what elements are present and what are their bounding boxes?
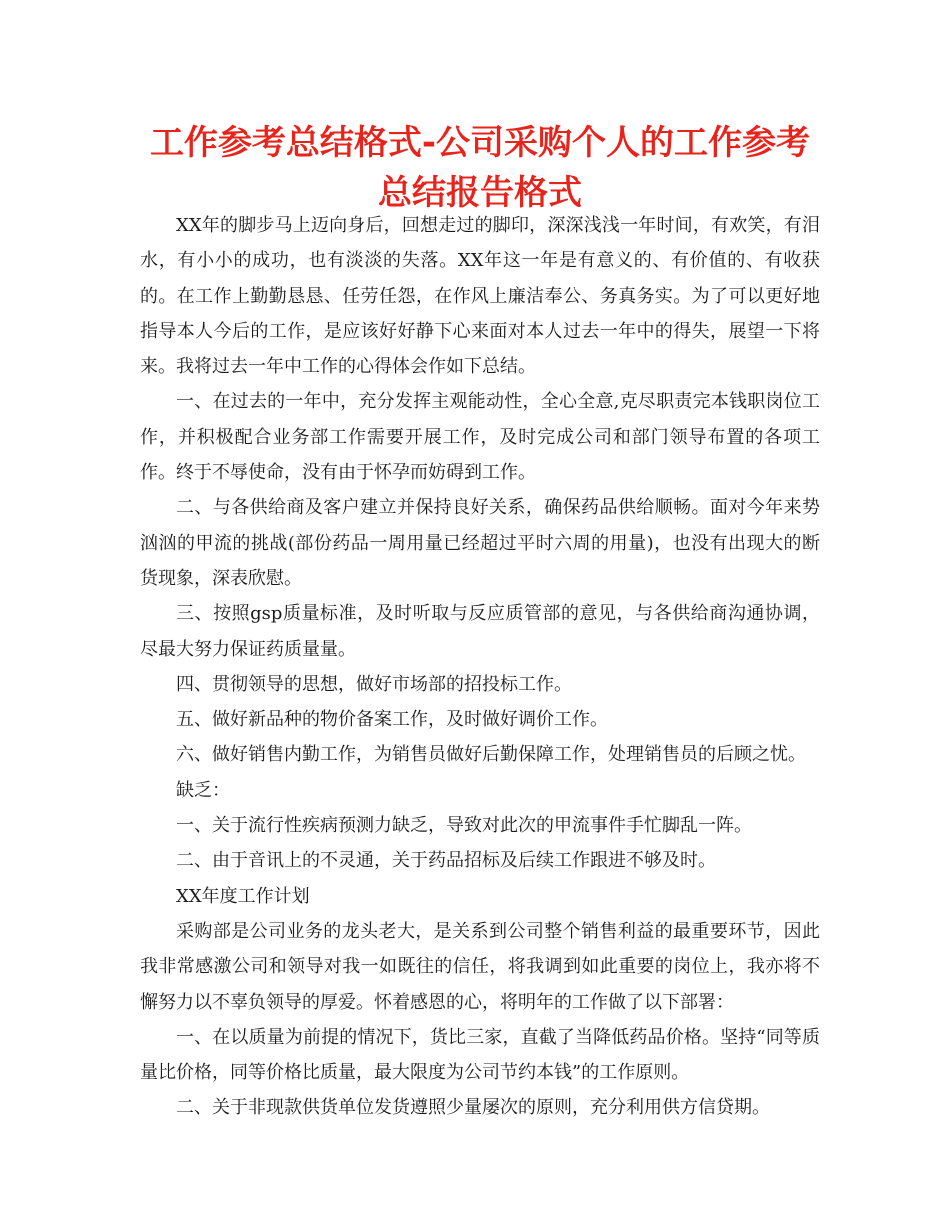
paragraph: 一、关于流行性疾病预测力缺乏，导致对此次的甲流事件手忙脚乱一阵。 <box>176 815 752 837</box>
paragraph: 一、在过去的一年中，充分发挥主观能动性，全心全意,克尽职责完本钱职岗位工作，并积极配合业务部工作需要开展工作，及时完成公司和部门领导布置的各项工作。终于不辱使命，没有由于怀孕而妨碍到工作。 <box>140 391 820 484</box>
paragraph: 六、做好销售内勤工作，为销售员做好后勤保障工作，处理销售员的后顾之忧。 <box>176 744 806 766</box>
paragraph: 四、贯彻领导的思想，做好市场部的招投标工作。 <box>176 673 572 695</box>
paragraph: 三、按照gsp质量标准，及时听取与反应质管部的意见，与各供给商沟通协调，尽最大努力保证药质量量。 <box>140 603 820 660</box>
paragraph: 二、关于非现款供货单位发货遵照少量屡次的原则，充分利用供方信贷期。 <box>176 1097 770 1119</box>
section-heading: XX年度工作计划 <box>176 885 310 907</box>
paragraph: 二、与各供给商及客户建立并保持良好关系，确保药品供给顺畅。面对今年来势汹汹的甲流的挑战(部份药品一周用量已经超过平时六周的用量)，也没有出现大的断货现象，深表欣慰。 <box>140 497 820 589</box>
document-body <box>140 208 820 1126</box>
document-title: 工作参考总结格式-公司采购个人的工作参考总结报告格式 <box>149 123 811 213</box>
paragraph: 二、由于音讯上的不灵通，关于药品招标及后续工作跟进不够及时。 <box>176 850 716 872</box>
paragraph: 采购部是公司业务的龙头老大，是关系到公司整个销售利益的最重要环节，因此我非常感激公司和领导对我一如既往的信任，将我调到如此重要的岗位上，我亦将不懈努力以不辜负领导的厚爱。怀着感恩的心，将明年的工作做了以下部署： <box>140 920 820 1013</box>
paragraph: 一、在以质量为前提的情况下，货比三家，直截了当降低药品价格。坚持“同等质量比价格，同等价格比质量，最大限度为公司节约本钱”的工作原则。 <box>140 1026 820 1084</box>
paragraph: 五、做好新品种的物价备案工作，及时做好调价工作。 <box>176 709 608 731</box>
paragraph: XX年的脚步马上迈向身后，回想走过的脚印，深深浅浅一年时间，有欢笑，有泪水，有小小的成功，也有淡淡的失落。XX年这一年是有意义的、有价值的、有收获的。在工作上勤勤恳恳、任劳任怨，在作风上廉洁奉公、务真务实。为了可以更好地指导本人今后的工作，是应该好好静下心来面对本人过去一年中的得失，展望一下将来。我将过去一年中工作的心得体会作如下总结。 <box>140 215 820 378</box>
section-heading: 缺乏： <box>176 779 230 801</box>
